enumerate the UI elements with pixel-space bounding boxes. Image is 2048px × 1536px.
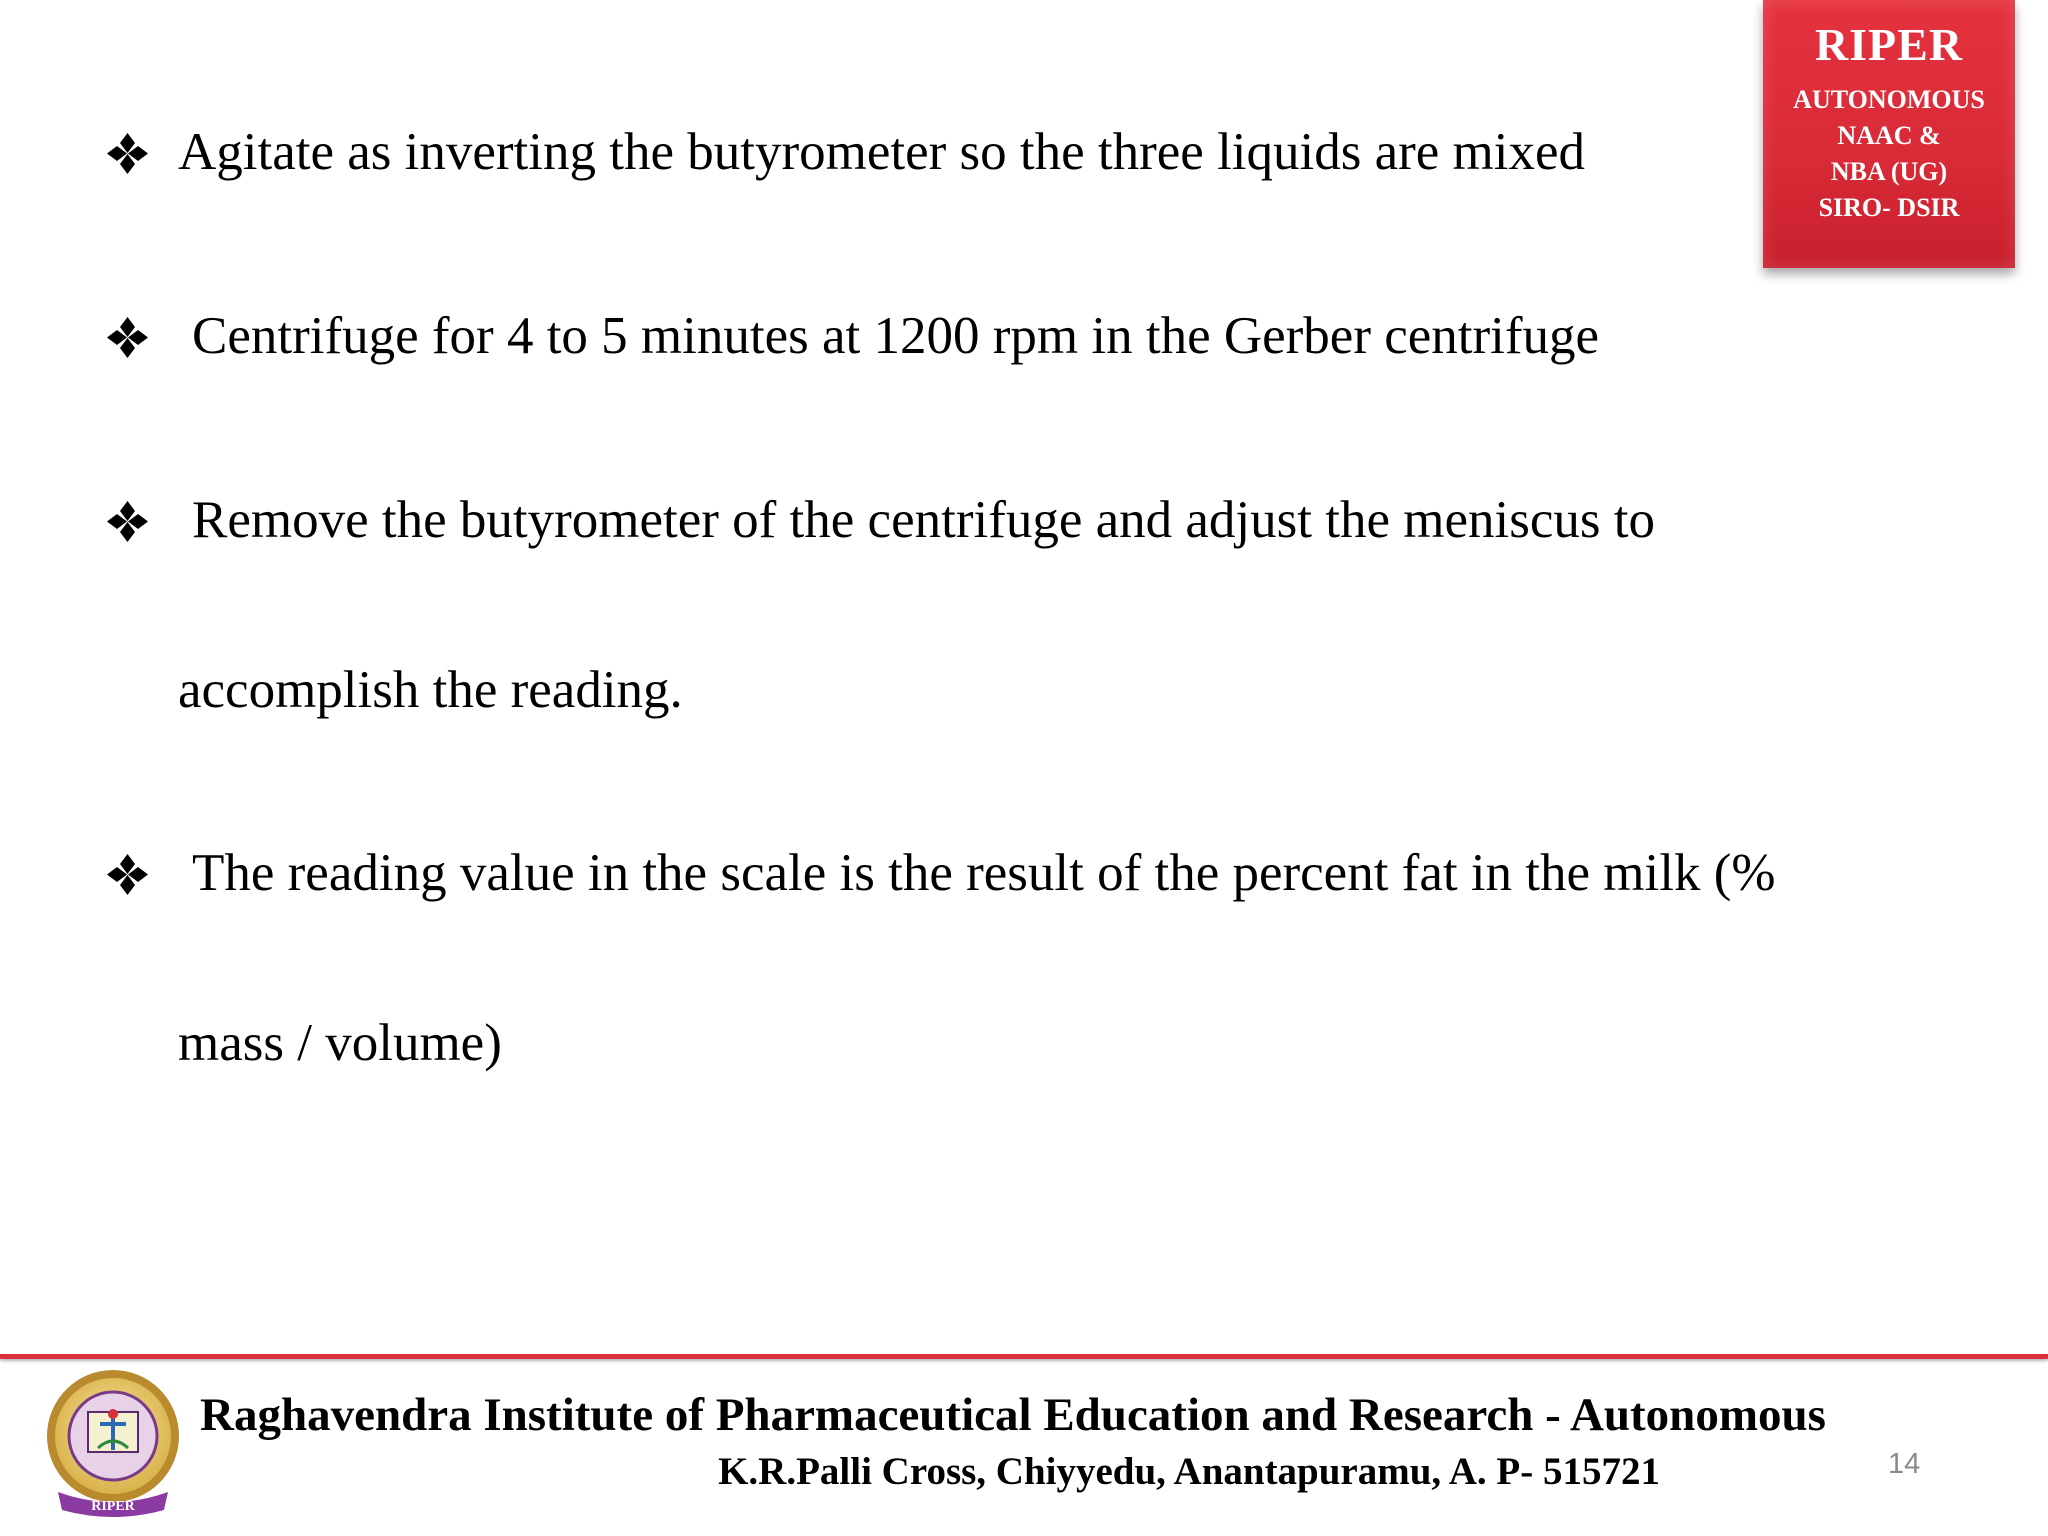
badge-title: RIPER — [1814, 19, 1964, 70]
diamond-bullet-icon — [105, 852, 150, 897]
badge-line-autonomous: AUTONOMOUS — [1793, 85, 1985, 114]
diamond-bullet-icon — [105, 131, 150, 176]
institute-address: K.R.Palli Cross, Chiyyedu, Anantapuramu, A. P- 515721 — [718, 1450, 1660, 1493]
bullet-3-text-line-2: accomplish the reading. — [178, 661, 683, 719]
badge-line-naac: NAAC & — [1837, 121, 1941, 150]
institute-name: Raghavendra Institute of Pharmaceutical Education and Research - Autonomous — [200, 1389, 1826, 1441]
bullet-4-text-line-2: mass / volume) — [178, 1014, 502, 1072]
bullet-2-text: Centrifuge for 4 to 5 minutes at 1200 rpm in the Gerber centrifuge — [192, 307, 1600, 365]
bullet-3-text-line-1: Remove the butyrometer of the centrifuge and adjust the meniscus to — [192, 491, 1655, 549]
slide-number: 14 — [1888, 1448, 1921, 1480]
logo-text: RIPER — [91, 1499, 135, 1514]
diamond-bullet-icon — [105, 315, 150, 360]
footer-divider — [0, 1354, 2048, 1359]
institute-logo-icon — [38, 1364, 188, 1524]
bullet-4-text-line-1: The reading value in the scale is the result of the percent fat in the milk (% — [192, 844, 1776, 902]
riper-badge — [1763, 0, 2015, 268]
badge-line-nba: NBA (UG) — [1830, 157, 1948, 186]
bullet-1-text: Agitate as inverting the butyrometer so the three liquids are mixed — [178, 123, 1586, 181]
badge-line-siro: SIRO- DSIR — [1818, 193, 1960, 222]
diamond-bullet-icon — [105, 499, 150, 544]
